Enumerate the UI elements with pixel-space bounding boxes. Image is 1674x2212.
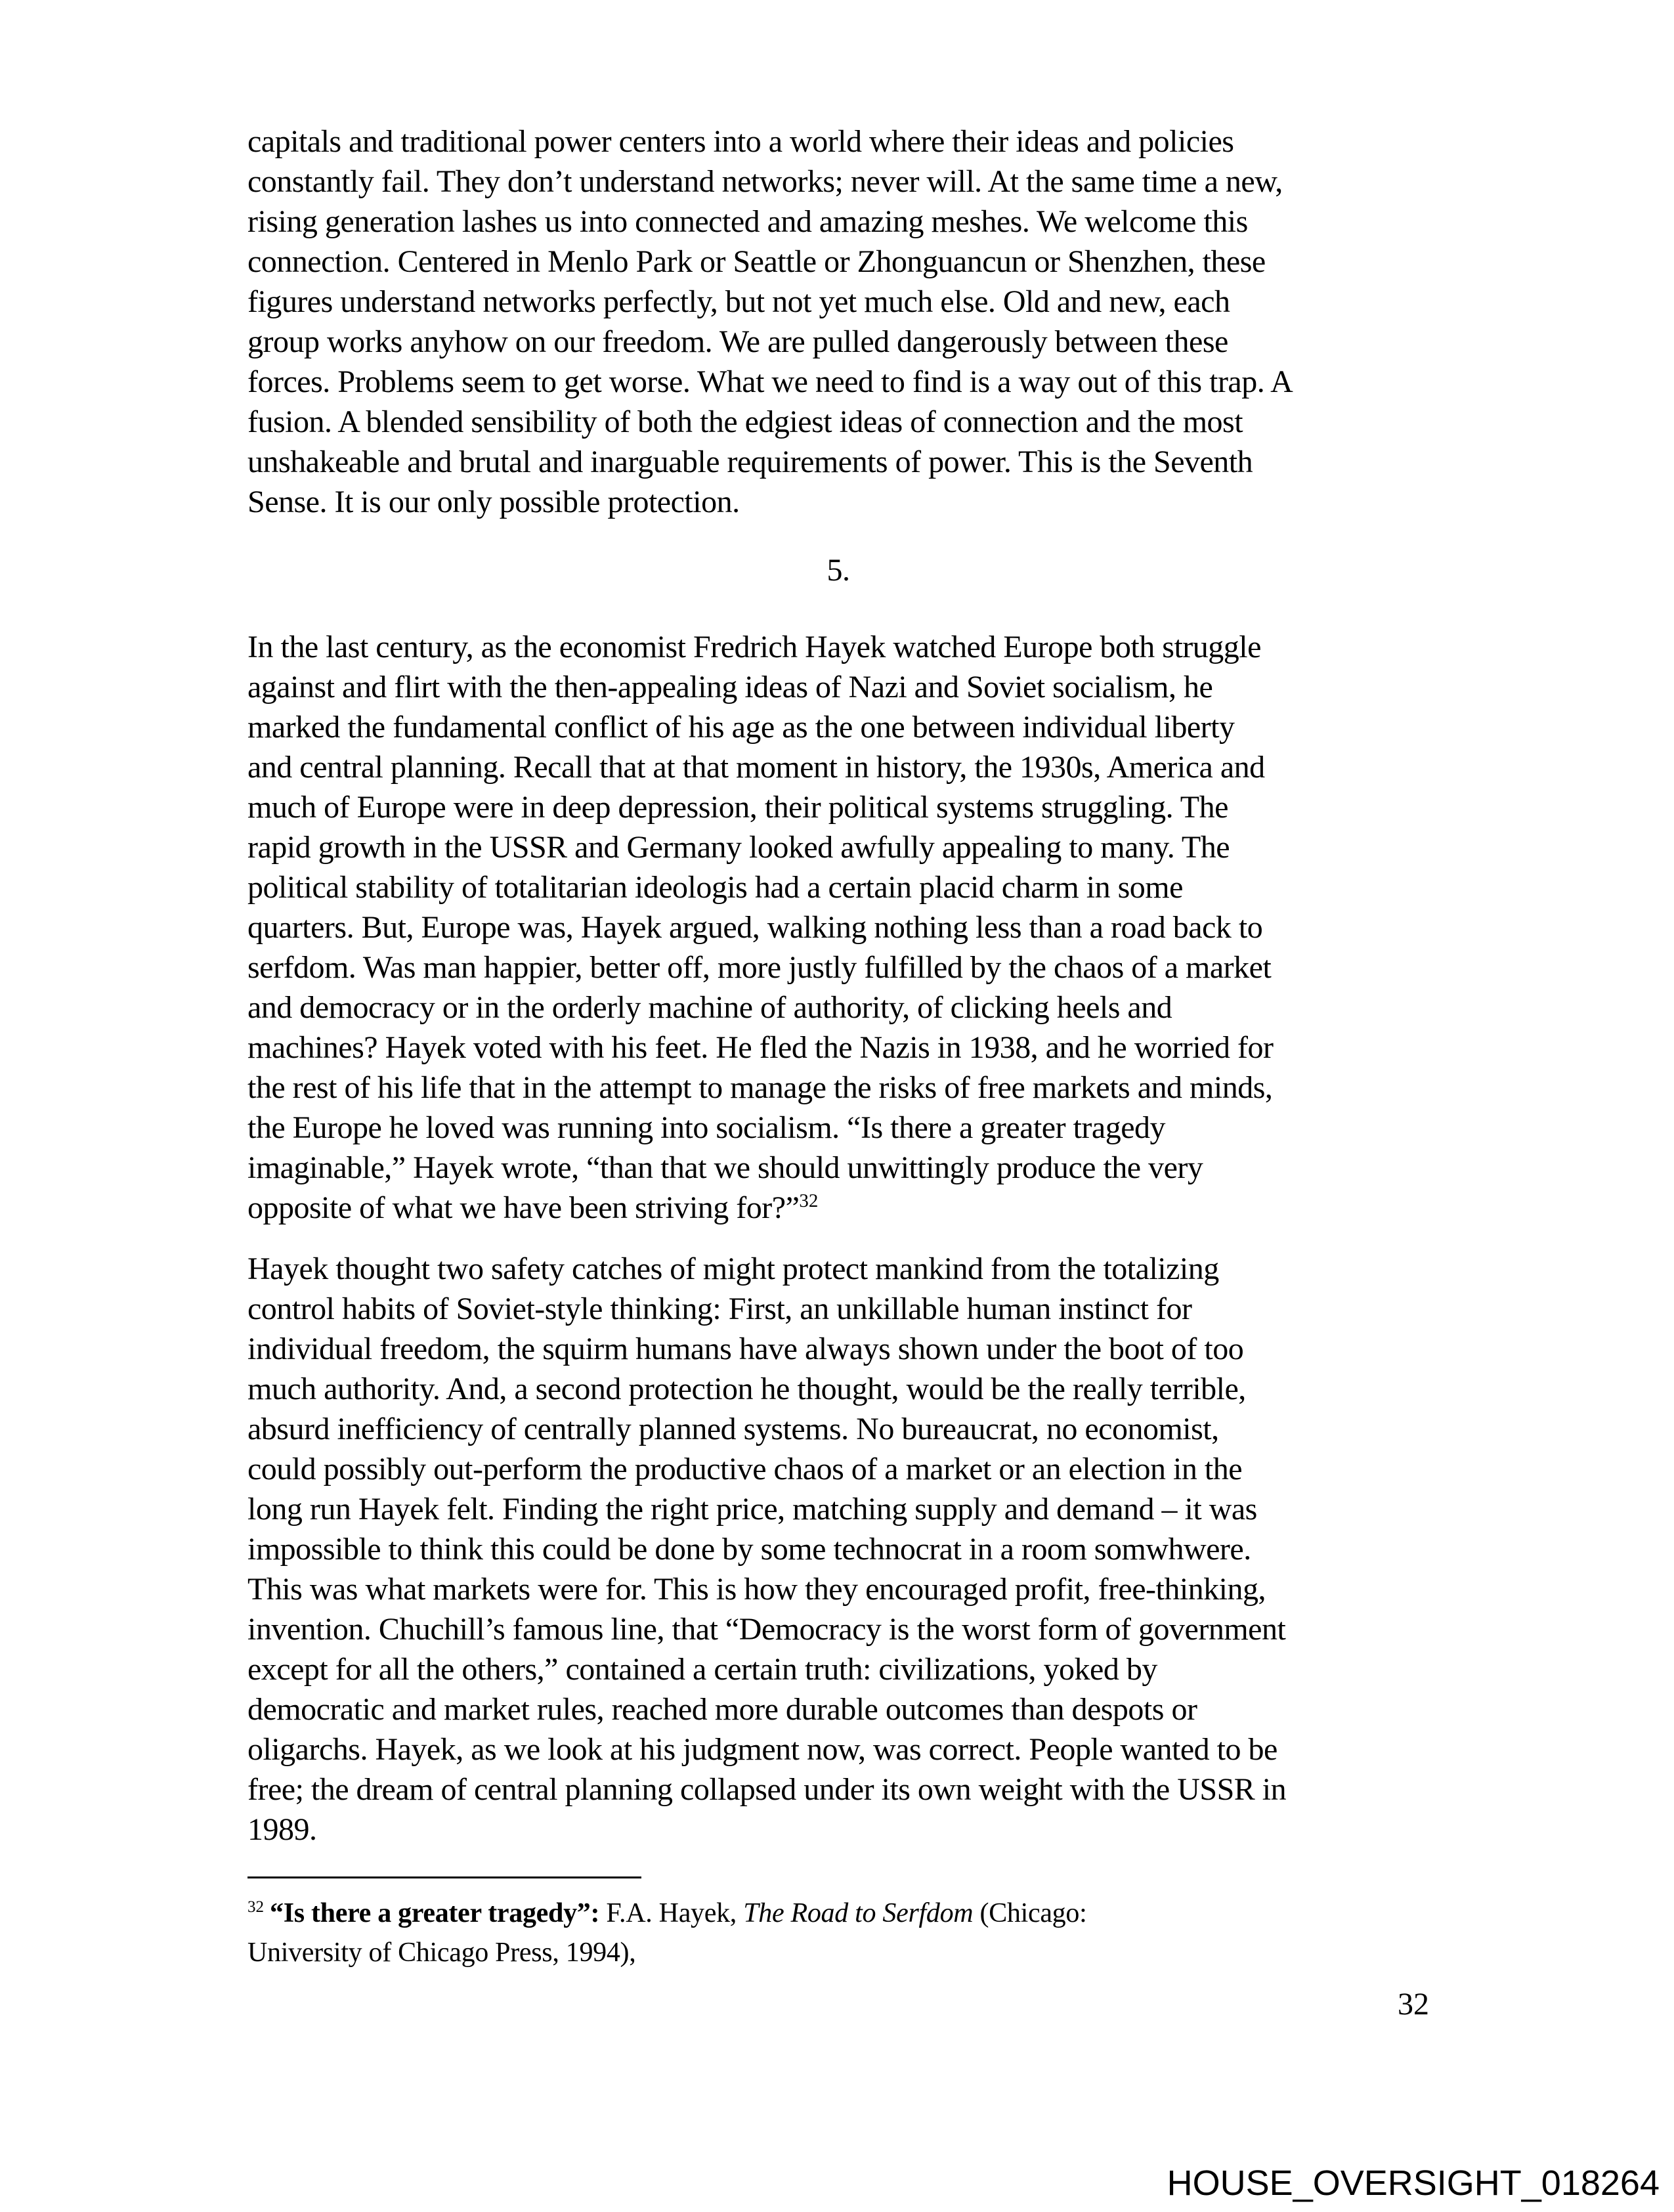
text-line: quarters. But, Europe was, Hayek argued, walking nothing less than a road back to xyxy=(247,910,1263,945)
text-line: capitals and traditional power centers into a world where their ideas and policies xyxy=(247,124,1234,159)
footnote-publisher: (Chicago: xyxy=(973,1898,1087,1928)
text-line: much of Europe were in deep depression, their political systems struggling. The xyxy=(247,790,1228,825)
text-line: against and flirt with the then-appealing ideas of Nazi and Soviet socialism, he xyxy=(247,670,1213,705)
text-line: constantly fail. They don’t understand networks; never will. At the same time a new, xyxy=(247,164,1283,199)
bates-stamp: HOUSE_OVERSIGHT_018264 xyxy=(1167,2163,1660,2203)
section-heading: 5. xyxy=(826,553,850,588)
text-run: opposite of what we have been striving for?” xyxy=(247,1190,800,1225)
paragraph-2 xyxy=(247,627,1429,1228)
text-line: forces. Problems seem to get worse. What we need to find is a way out of this trap. A xyxy=(247,364,1293,399)
footnote-quoted-phrase: “Is there a greater tragedy”: xyxy=(270,1898,600,1928)
paragraph-3 xyxy=(247,1249,1429,1850)
text-line: democratic and market rules, reached more durable outcomes than despots or xyxy=(247,1692,1197,1727)
text-line: impossible to think this could be done by some technocrat in a room somwhwere. xyxy=(247,1532,1251,1567)
footnote-book-title: The Road to Serfdom xyxy=(743,1898,974,1928)
text-line: rapid growth in the USSR and Germany looked awfully appealing to many. The xyxy=(247,830,1230,865)
footnote-line: University of Chicago Press, 1994), xyxy=(247,1938,636,1968)
paragraph-1 xyxy=(247,121,1429,522)
text-line: In the last century, as the economist Fredrich Hayek watched Europe both struggle xyxy=(247,630,1261,664)
text-line: imaginable,” Hayek wrote, “than that we should unwittingly produce the very xyxy=(247,1150,1203,1185)
text-line: absurd inefficiency of centrally planned systems. No bureaucrat, no economist, xyxy=(247,1412,1219,1446)
text-line: the rest of his life that in the attempt to manage the risks of free markets and minds, xyxy=(247,1070,1273,1105)
text-line: individual freedom, the squirm humans have always shown under the boot of too xyxy=(247,1332,1244,1366)
text-line: connection. Centered in Menlo Park or Seattle or Zhonguancun or Shenzhen, these xyxy=(247,244,1266,279)
page-number: 32 xyxy=(1398,1987,1429,2022)
text-line: the Europe he loved was running into socialism. “Is there a greater tragedy xyxy=(247,1110,1165,1145)
text-line: marked the fundamental conflict of his age as the one between individual liberty xyxy=(247,710,1235,745)
text-line: oligarchs. Hayek, as we look at his judgment now, was correct. People wanted to be xyxy=(247,1732,1277,1767)
text-line: and democracy or in the orderly machine of authority, of clicking heels and xyxy=(247,990,1172,1025)
footnote-separator xyxy=(247,1876,641,1878)
text-line: machines? Hayek voted with his feet. He fled the Nazis in 1938, and he worried for xyxy=(247,1030,1274,1065)
text-line: Hayek thought two safety catches of might protect mankind from the totalizing xyxy=(247,1251,1219,1286)
text-line: much authority. And, a second protection he thought, would be the really terrible, xyxy=(247,1372,1246,1406)
text-line: long run Hayek felt. Finding the right price, matching supply and demand – it was xyxy=(247,1492,1257,1527)
text-line: group works anyhow on our freedom. We are pulled dangerously between these xyxy=(247,324,1228,359)
text-line: political stability of totalitarian ideologis had a certain placid charm in some xyxy=(247,870,1183,905)
footnote-author: F.A. Hayek, xyxy=(599,1898,744,1928)
text-line: Sense. It is our only possible protection. xyxy=(247,485,740,519)
text-line: unshakeable and brutal and inarguable requirements of power. This is the Seventh xyxy=(247,445,1253,479)
text-line: free; the dream of central planning collapsed under its own weight with the USSR in xyxy=(247,1772,1287,1807)
body-text xyxy=(247,121,1429,1850)
footnote-line xyxy=(247,1894,1429,1933)
text-line: figures understand networks perfectly, but not yet much else. Old and new, each xyxy=(247,284,1230,319)
paragraph-2-lines xyxy=(247,627,1429,1188)
text-line: fusion. A blended sensibility of both the edgiest ideas of connection and the most xyxy=(247,404,1243,439)
footnote xyxy=(247,1894,1429,1972)
text-line: rising generation lashes us into connected and amazing meshes. We welcome this xyxy=(247,204,1248,239)
footnote-reference: 32 xyxy=(799,1190,819,1211)
text-line: invention. Chuchill’s famous line, that “Democracy is the worst form of government xyxy=(247,1612,1286,1647)
text-line: could possibly out-perform the productive chaos of a market or an election in the xyxy=(247,1452,1243,1486)
footnote-marker: 32 xyxy=(247,1898,264,1916)
text-line: control habits of Soviet-style thinking: First, an unkillable human instinct for xyxy=(247,1291,1192,1326)
text-line xyxy=(247,1188,1429,1228)
text-line: This was what markets were for. This is how they encouraged profit, free-thinking, xyxy=(247,1572,1266,1607)
text-line: and central planning. Recall that at that moment in history, the 1930s, America and xyxy=(247,750,1265,785)
text-line: except for all the others,” contained a certain truth: civilizations, yoked by xyxy=(247,1652,1157,1687)
text-line: serfdom. Was man happier, better off, more justly fulfilled by the chaos of a market xyxy=(247,950,1272,985)
text-line: 1989. xyxy=(247,1812,317,1847)
